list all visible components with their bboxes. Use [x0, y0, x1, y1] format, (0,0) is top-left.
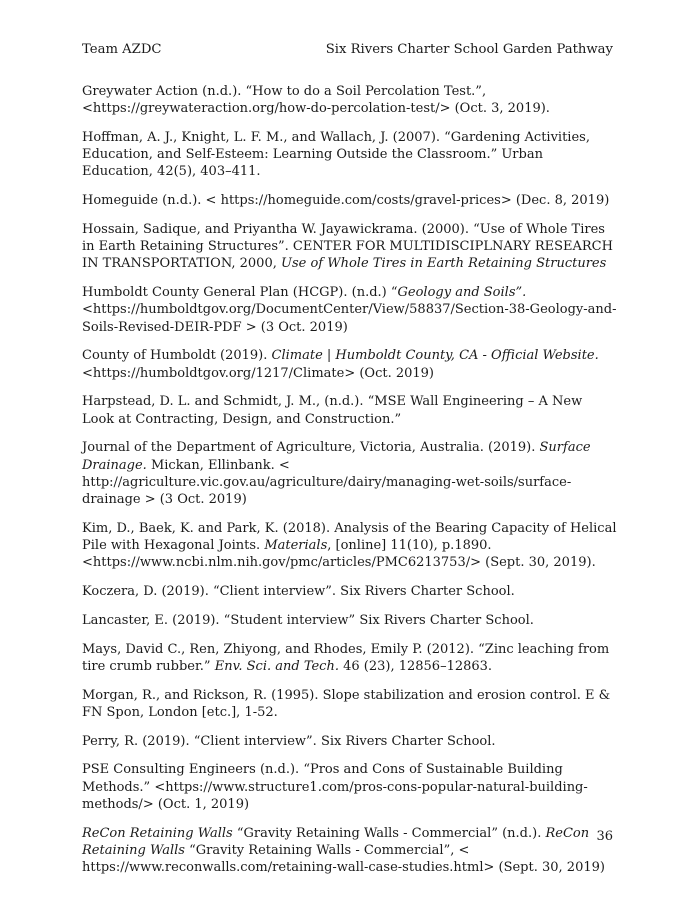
reference-text: County of Humboldt (2019).: [82, 348, 272, 364]
reference-text: Homeguide (n.d.). < https://homeguide.com/costs/gravel-prices> (Dec. 8, 2019): [82, 193, 610, 209]
reference-text: “Gravity Retaining Walls - Commercial” (n.d.).: [232, 825, 546, 841]
reference-text: Humboldt County General Plan (HCGP). (n.d.) “: [82, 285, 398, 301]
reference-entry: [82, 583, 617, 600]
reference-text: “Gravity Retaining Walls - Commercial”, < https://www.reconwalls.com/retaining-wall-case-studies.html> (Sept. 30, 2019): [82, 842, 605, 876]
reference-entry: [82, 393, 617, 427]
reference-entry: [82, 347, 617, 381]
reference-italic-text: ReCon Retaining Walls: [82, 825, 590, 858]
reference-entry: [82, 641, 617, 675]
reference-entry: [82, 129, 617, 181]
reference-italic-text: Materials: [264, 538, 328, 554]
reference-italic-text: Climate | Humboldt County, CA - Official Website.: [271, 348, 599, 364]
reference-text: Mickan, Ellinbank. < http://agriculture.vic.gov.au/agriculture/dairy/managing-wet-soils/surface-drainage > (3 Oct. 2019): [82, 457, 572, 508]
reference-text: Mays, David C., Ren, Zhiyong, and Rhodes, Emily P. (2012). “Zinc leaching from tire crumb rubber.”: [82, 641, 610, 674]
reference-italic-text: Use of Whole Tires in Earth Retaining Structures: [281, 256, 607, 272]
reference-text: , [online] 11(10), p.1890. <https://www.ncbi.nlm.nih.gov/pmc/articles/PMC6213753/> (Sept. 30, 2019).: [82, 538, 596, 571]
reference-entry: [82, 825, 617, 877]
reference-entry: [82, 284, 617, 336]
reference-entry: [82, 733, 617, 750]
reference-text: Journal of the Department of Agriculture, Victoria, Australia. (2019).: [82, 440, 540, 456]
reference-text: Morgan, R., and Rickson, R. (1995). Slope stabilization and erosion control. E & FN Spon, London [etc.], 1-52.: [82, 687, 611, 720]
reference-entry: [82, 687, 617, 721]
reference-text: Harpstead, D. L. and Schmidt, J. M., (n.d.). “MSE Wall Engineering – A New Look at Contracting, Design, and Construction.”: [82, 394, 583, 427]
reference-text: Lancaster, E. (2019). “Student interview” Six Rivers Charter School.: [82, 612, 534, 628]
reference-text: Hossain, Sadique, and Priyantha W. Jayawickrama. (2000). “Use of Whole Tires in Earth Retaining Structures”. CENTER FOR MULTIDISCIPLNARY RESEARCH IN TRANSPORTATION, 2000,: [82, 222, 613, 272]
reference-entry: [82, 221, 617, 273]
reference-text: Koczera, D. (2019). “Client interview”. Six Rivers Charter School.: [82, 584, 515, 600]
reference-text: 46 (23), 12856–12863.: [338, 658, 493, 674]
reference-text: PSE Consulting Engineers (n.d.). “Pros and Cons of Sustainable Building Methods.” <https://www.structure1.com/pros-cons-popular-natural-building-methods/> (Oct. 1, 2019): [82, 762, 588, 812]
reference-text: Greywater Action (n.d.). “How to do a Soil Percolation Test.”, <https://greywateraction.org/how-do-percolation-test/> (Oct. 3, 2019).: [82, 84, 550, 117]
reference-list: [82, 83, 617, 888]
reference-text: Perry, R. (2019). “Client interview”. Six Rivers Charter School.: [82, 733, 496, 749]
header-document-title: Six Rivers Charter School Garden Pathway: [325, 42, 613, 57]
reference-entry: [82, 83, 617, 117]
reference-text: <https://humboldtgov.org/1217/Climate> (Oct. 2019): [82, 365, 434, 381]
reference-italic-text: Env. Sci. and Tech.: [214, 658, 339, 674]
reference-entry: [82, 761, 617, 813]
reference-text: Kim, D., Baek, K. and Park, K. (2018). Analysis of the Bearing Capacity of Helical Pile with Hexagonal Joints.: [82, 520, 617, 554]
reference-entry: [82, 612, 617, 629]
reference-italic-text: Geology and Soils”.: [397, 285, 527, 301]
reference-italic-text: Surface Drainage.: [82, 440, 591, 473]
reference-text: <https://humboldtgov.org/DocumentCenter/View/58837/Section-38-Geology-and-Soils-Revised-DEIR-PDF > (3 Oct. 2019): [82, 302, 617, 335]
reference-entry: [82, 520, 617, 572]
header-team-name: Team AZDC: [82, 42, 162, 57]
reference-entry: [82, 192, 617, 209]
reference-italic-text: ReCon Retaining Walls: [82, 825, 233, 841]
reference-text: Hoffman, A. J., Knight, L. F. M., and Wallach, J. (2007). “Gardening Activities, Education, and Self-Esteem: Learning Outside the Classroom.” Urban Education, 42(5), 403–411.: [82, 130, 590, 180]
reference-entry: [82, 439, 617, 508]
page-number: 36: [596, 829, 613, 844]
page-header: [82, 40, 613, 60]
